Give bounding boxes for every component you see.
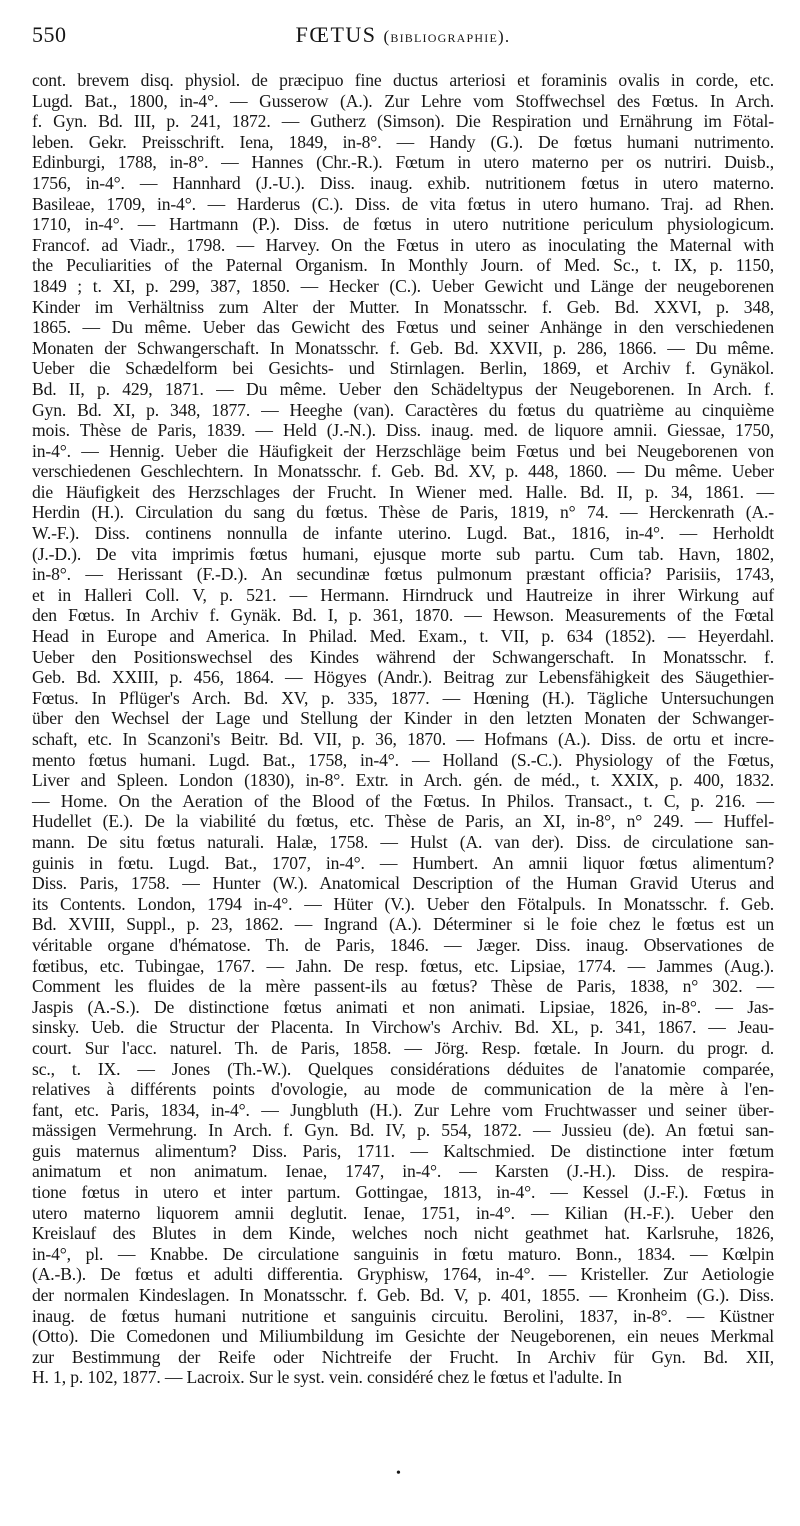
text-line: (Otto). Die Comedonen und Miliumbildung im Gesichte der Neugeborenen, ein neues Merkmal <box>32 1326 774 1347</box>
footer-mark: • <box>396 1466 401 1481</box>
text-line: 1849 ; t. XI, p. 299, 387, 1850. — Hecker (C.). Ueber Gewicht und Länge der neugeborenen <box>32 275 774 296</box>
text-line: (A.-B.). De fœtus et adulti differentia. Gryphisw, 1764, in-4°. — Kristeller. Zur Aetiologie <box>32 1264 774 1285</box>
text-line: — Home. On the Aeration of the Blood of the Fœtus. In Philos. Transact., t. C, p. 216. — <box>32 790 774 811</box>
text-line: f. Gyn. Bd. III, p. 241, 1872. — Gutherz (Simson). Die Respiration und Ernährung im Fötal- <box>32 111 774 132</box>
text-line: schaft, etc. In Scanzoni's Beitr. Bd. VII, p. 36, 1870. — Hofmans (A.). Diss. de ortu et incre- <box>32 729 774 749</box>
text-line: tione fœtus in utero et inter partum. Gottingae, 1813, in-4°. — Kessel (J.-F.). Fœtus in <box>32 1182 774 1203</box>
text-line: Herdin (H.). Circulation du sang du fœtus. Thèse de Paris, 1819, n° 74. — Herckenrath (A.- <box>32 502 774 523</box>
text-line: zur Bestimmung der Reife oder Nichtreife der Frucht. In Archiv für Gyn. Bd. XII, <box>32 1346 774 1367</box>
text-line: Kreislauf des Blutes in dem Kinde, welches noch nicht geathmet hat. Karlsruhe, 1826, <box>32 1223 774 1244</box>
running-title <box>32 22 774 48</box>
text-line: über den Wechsel der Lage und Stellung der Kinder in den letzten Monaten der Schwanger- <box>32 708 774 729</box>
text-line: H. 1, p. 102, 1877. — Lacroix. Sur le syst. vein. considéré chez le fœtus et l'adulte. In <box>32 1367 622 1388</box>
running-head <box>32 22 774 56</box>
text-line: 1710, in-4°. — Hartmann (P.). Diss. de fœtus in utero nutritione periculum physiologicum. <box>32 214 774 235</box>
text-line: Kinder im Verhältniss zum Alter der Mutter. In Monatsschr. f. Geb. Bd. XXVI, p. 348, <box>32 296 774 317</box>
text-line: fœtibus, etc. Tubingae, 1767. — Jahn. De resp. fœtus, etc. Lipsiae, 1774. — Jammes (Aug.). <box>32 955 774 976</box>
text-line: Francof. ad Viadr., 1798. — Harvey. On the Fœtus in utero as inoculating the Maternal with <box>32 234 774 255</box>
text-line: Ueber den Positionswechsel des Kindes während der Schwangerschaft. In Monatsschr. f. <box>32 646 774 667</box>
text-line: 1865. — Du même. Ueber das Gewicht des Fœtus und seiner Anhänge in den verschiedenen <box>32 317 774 338</box>
text-line: véritable organe d'hématose. Th. de Paris, 1846. — Jæger. Diss. inaug. Observationes de <box>32 934 774 955</box>
text-line: Hudellet (E.). De la viabilité du fœtus, etc. Thèse de Paris, an XI, in-8°, n° 249. — Huffel- <box>32 811 774 832</box>
page-number: 550 <box>32 22 67 47</box>
text-line: Comment les fluides de la mère passent-ils au fœtus? Thèse de Paris, 1838, n° 302. — <box>32 976 774 997</box>
text-line: Lugd. Bat., 1800, in-4°. — Gusserow (A.). Zur Lehre vom Stoffwechsel des Fœtus. In Arch. <box>32 90 774 111</box>
text-line: leben. Gekr. Preisschrift. Iena, 1849, in-8°. — Handy (G.). De fœtus humani nutrimento. <box>32 131 774 152</box>
text-line: its Contents. London, 1794 in-4°. — Hüter (V.). Ueber den Fötalpuls. In Monatsschr. f. Geb. <box>32 893 774 914</box>
text-line: court. Sur l'acc. naturel. Th. de Paris, 1858. — Jörg. Resp. fœtale. In Journ. du progr. d. <box>32 1037 774 1058</box>
text-line: Liver and Spleen. London (1830), in-8°. Extr. in Arch. gén. de méd., t. XXIX, p. 400, 1832. <box>32 770 774 791</box>
text-line: relatives à différents points d'ovologie, au mode de communication de la mère à l'en- <box>32 1079 774 1100</box>
text-line: Basileae, 1709, in-4°. — Harderus (C.). Diss. de vita fœtus in utero humano. Traj. ad Rhen. <box>32 193 774 214</box>
text-line: die Häufigkeit des Herzschlages der Frucht. In Wiener med. Halle. Bd. II, p. 34, 1861. — <box>32 481 774 502</box>
text-line: guis maternus alimentum? Diss. Paris, 1711. — Kaltschmied. De distinctione inter fœtum <box>32 1140 774 1161</box>
text-line: der normalen Kindeslagen. In Monatsschr. f. Geb. Bd. V, p. 401, 1855. — Kronheim (G.). Diss. <box>32 1285 774 1306</box>
text-line: W.-F.). Diss. continens nonnulla de infante uterino. Lugd. Bat., 1816, in-4°. — Herholdt <box>32 523 774 544</box>
text-line: den Fœtus. In Archiv f. Gynäk. Bd. I, p. 361, 1870. — Hewson. Measurements of the Fœtal <box>32 605 774 626</box>
text-line: Diss. Paris, 1758. — Hunter (W.). Anatomical Description of the Human Gravid Uterus and <box>32 873 774 894</box>
text-line: in-4°. — Hennig. Ueber die Häufigkeit der Herzschläge beim Fœtus und bei Neugeborenen von <box>32 440 774 461</box>
text-line: mann. De situ fœtus naturali. Halæ, 1758. — Hulst (A. van der). Diss. de circulatione san- <box>32 831 774 852</box>
text-line: (J.-D.). De vita imprimis fœtus humani, ejusque morte sub partu. Cum tab. Havn, 1802, <box>32 543 774 564</box>
text-line: inaug. de fœtus humani nutritione et sanguinis circuitu. Berolini, 1837, in-8°. — Küstner <box>32 1305 774 1326</box>
text-line: Geb. Bd. XXIII, p. 456, 1864. — Högyes (Andr.). Beitrag zur Lebensfähigkeit des Säugethier- <box>32 667 774 688</box>
text-line: utero materno liquorem amnii deglutit. Ienae, 1751, in-4°. — Kilian (H.-F.). Ueber den <box>32 1202 774 1223</box>
text-line: in-4°, pl. — Knabbe. De circulatione sanguinis in fœtu maturo. Bonn., 1834. — Kœlpin <box>32 1243 774 1264</box>
text-line: cont. brevem disq. physiol. de præcipuo fine ductus arteriosi et foraminis ovalis in corde, etc. <box>32 70 774 90</box>
text-line: 1756, in-4°. — Hannhard (J.-U.). Diss. inaug. exhib. nutritionem fœtus in utero materno. <box>32 172 774 193</box>
text-line: mento fœtus humani. Lugd. Bat., 1758, in-4°. — Holland (S.-C.). Physiology of the Fœtus, <box>32 749 774 770</box>
running-title-main: FŒTUS <box>295 22 377 47</box>
text-line: animatum et non animatum. Ienae, 1747, in-4°. — Karsten (J.-H.). Diss. de respira- <box>32 1161 774 1182</box>
text-line: sc., t. IX. — Jones (Th.-W.). Quelques considérations déduites de l'anatomie comparée, <box>32 1058 774 1079</box>
text-line: in-8°. — Herissant (F.-D.). An secundinæ fœtus pulmonum præstant officia? Parisiis, 1743, <box>32 564 774 585</box>
text-line: the Peculiarities of the Paternal Organism. In Monthly Journ. of Med. Sc., t. IX, p. 1150, <box>32 255 774 276</box>
text-line: Bd. II, p. 429, 1871. — Du même. Ueber den Schädeltypus der Neugeborenen. In Arch. f. <box>32 378 774 399</box>
running-title-subtitle: (bibliographie). <box>383 27 511 46</box>
text-line: fant, etc. Paris, 1834, in-4°. — Jungbluth (H.). Zur Lehre vom Fruchtwasser und seiner über- <box>32 1099 774 1120</box>
text-line: Head in Europe and America. In Philad. Med. Exam., t. VII, p. 634 (1852). — Heyerdahl. <box>32 626 774 647</box>
text-line: Fœtus. In Pflüger's Arch. Bd. XV, p. 335, 1877. — Hœning (H.). Tägliche Untersuchungen <box>32 687 774 708</box>
text-line: sinsky. Ueb. die Structur der Placenta. In Virchow's Archiv. Bd. XL, p. 341, 1867. — Jeau- <box>32 1017 774 1038</box>
text-line: et in Halleri Coll. V, p. 521. — Hermann. Hirndruck und Hautreize in ihrer Wirkung auf <box>32 584 774 605</box>
text-line: verschiedenen Geschlechtern. In Monatsschr. f. Geb. Bd. XV, p. 448, 1860. — Du même. Ueber <box>32 461 774 482</box>
text-line: Bd. XVIII, Suppl., p. 23, 1862. — Ingrand (A.). Déterminer si le foie chez le fœtus est un <box>32 914 774 935</box>
text-line: mois. Thèse de Paris, 1839. — Held (J.-N.). Diss. inaug. med. de liquore amnii. Giessae, 1750, <box>32 420 774 441</box>
text-line: Edinburgi, 1788, in-8°. — Hannes (Chr.-R.). Fœtum in utero materno per os nutriri. Duisb., <box>32 152 774 173</box>
text-line: Jaspis (A.-S.). De distinctione fœtus animati et non animati. Lipsiae, 1826, in-8°. — Jas- <box>32 996 774 1017</box>
text-line: mässigen Vermehrung. In Arch. f. Gyn. Bd. IV, p. 554, 1872. — Jussieu (de). An fœtui san- <box>32 1120 774 1141</box>
text-line: Monaten der Schwangerschaft. In Monatsschr. f. Geb. Bd. XXVII, p. 286, 1866. — Du même. <box>32 337 774 358</box>
text-line: Ueber die Schædelform bei Gesichts- und Stirnlagen. Berlin, 1869, et Archiv f. Gynäkol. <box>32 358 774 379</box>
text-line: Gyn. Bd. XI, p. 348, 1877. — Heeghe (van). Caractères du fœtus du quatrième au cinquième <box>32 399 774 420</box>
bibliography-text <box>32 70 774 1388</box>
text-line: guinis in fœtu. Lugd. Bat., 1707, in-4°. — Humbert. An amnii liquor fœtus alimentum? <box>32 852 774 873</box>
